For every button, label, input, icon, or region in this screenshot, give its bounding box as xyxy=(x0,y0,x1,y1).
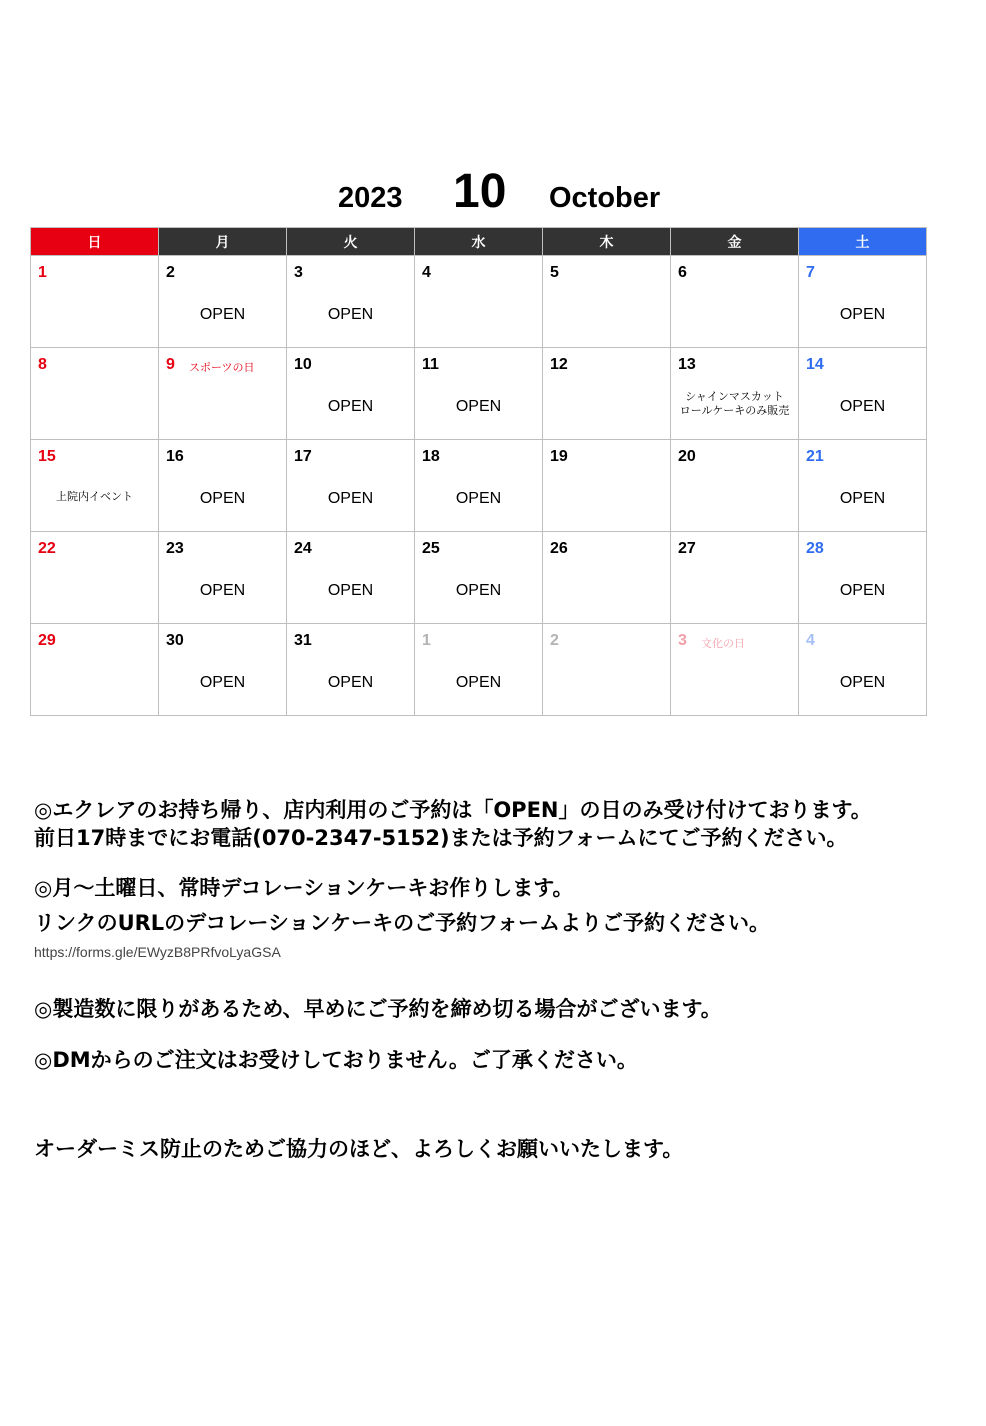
day-number: 20 xyxy=(678,448,696,465)
calendar-title xyxy=(0,160,986,230)
day-number: 27 xyxy=(678,540,696,557)
info-line: ◎製造数に限りがあるため、早めにご予約を締め切る場合がございます。 xyxy=(34,997,722,1021)
day-number: 23 xyxy=(166,540,184,557)
day-number: 25 xyxy=(422,540,440,557)
day-number: 16 xyxy=(166,448,184,465)
day-cell xyxy=(159,348,287,440)
day-number: 11 xyxy=(422,356,439,373)
day-cell xyxy=(543,440,671,532)
day-cell xyxy=(287,532,415,624)
day-cell xyxy=(415,348,543,440)
day-cell xyxy=(415,624,543,716)
day-cell xyxy=(415,440,543,532)
day-cell xyxy=(543,624,671,716)
day-cell xyxy=(799,256,927,348)
day-cell xyxy=(415,256,543,348)
day-cell xyxy=(799,624,927,716)
day-number: 17 xyxy=(294,448,312,465)
event-note: 上院内イベント xyxy=(56,490,133,503)
info-line: リンクのURLのデコレーションケーキのご予約フォームよりご予約ください。 xyxy=(34,911,771,935)
holiday-label: 文化の日 xyxy=(701,637,745,650)
day-number: 21 xyxy=(806,448,824,465)
week-row xyxy=(31,348,927,440)
open-label: OPEN xyxy=(199,490,246,507)
open-label: OPEN xyxy=(455,490,502,507)
month-number: 10 xyxy=(453,165,507,218)
open-label: OPEN xyxy=(455,674,502,691)
day-number: 28 xyxy=(806,540,824,557)
day-number: 4 xyxy=(422,264,431,281)
day-cell xyxy=(543,256,671,348)
open-label: OPEN xyxy=(839,674,886,691)
day-cell xyxy=(415,532,543,624)
day-number: 2 xyxy=(166,264,175,281)
day-number: 6 xyxy=(678,264,687,281)
open-label: OPEN xyxy=(327,674,374,691)
day-cell xyxy=(671,624,799,716)
day-cell xyxy=(671,532,799,624)
open-label: OPEN xyxy=(327,306,374,323)
day-number: 29 xyxy=(38,632,56,649)
week-row xyxy=(31,624,927,716)
day-cell xyxy=(287,256,415,348)
day-cell xyxy=(799,440,927,532)
info-line: ◎月～土曜日、常時デコレーションケーキお作りします。 xyxy=(34,876,574,900)
day-cell xyxy=(287,440,415,532)
day-number: 15 xyxy=(38,448,56,465)
day-cell xyxy=(799,532,927,624)
day-cell xyxy=(671,256,799,348)
holiday-label: スポーツの日 xyxy=(189,361,255,374)
month-name: October xyxy=(549,182,661,214)
weekday-sat: 土 xyxy=(799,228,927,256)
day-number: 26 xyxy=(550,540,568,557)
weekday-thu: 木 xyxy=(543,228,671,256)
open-label: OPEN xyxy=(839,306,886,323)
week-row xyxy=(31,440,927,532)
open-label: OPEN xyxy=(327,490,374,507)
day-cell xyxy=(159,440,287,532)
day-cell xyxy=(543,348,671,440)
day-number: 12 xyxy=(550,356,568,373)
day-number: 7 xyxy=(806,264,815,281)
open-label: OPEN xyxy=(199,674,246,691)
open-label: OPEN xyxy=(199,306,246,323)
event-note-line: シャインマスカット xyxy=(685,390,784,403)
day-cell xyxy=(671,440,799,532)
week-row xyxy=(31,532,927,624)
day-number: 3 xyxy=(678,632,687,649)
year-label: 2023 xyxy=(338,182,403,214)
day-number: 13 xyxy=(678,356,696,373)
calendar-grid xyxy=(30,227,927,716)
open-label: OPEN xyxy=(455,582,502,599)
day-cell xyxy=(799,348,927,440)
event-note-line: ロールケーキのみ販売 xyxy=(679,404,790,417)
day-number: 30 xyxy=(166,632,184,649)
weekday-sun: 日 xyxy=(31,228,159,256)
open-label: OPEN xyxy=(839,490,886,507)
day-number: 10 xyxy=(294,356,312,373)
order-form-link[interactable]: https://forms.gle/EWyzB8PRfvoLyaGSA xyxy=(34,944,281,960)
open-label: OPEN xyxy=(327,398,374,415)
day-number: 1 xyxy=(38,264,47,281)
open-label: OPEN xyxy=(327,582,374,599)
day-cell xyxy=(287,348,415,440)
event-note xyxy=(671,390,798,418)
info-line: ◎エクレアのお持ち帰り、店内利用のご予約は「OPEN」の日のみ受け付けております。 xyxy=(34,798,872,822)
weekday-header-row xyxy=(31,228,927,256)
day-number: 14 xyxy=(806,356,824,373)
day-number: 24 xyxy=(294,540,312,557)
day-cell xyxy=(671,348,799,440)
day-cell xyxy=(31,440,159,532)
info-line: オーダーミス防止のためご協力のほど、よろしくお願いいたします。 xyxy=(34,1137,684,1161)
day-cell xyxy=(31,256,159,348)
day-number: 1 xyxy=(422,632,431,649)
day-cell xyxy=(31,532,159,624)
info-line: 前日17時までにお電話(070-2347-5152)または予約フォームにてご予約ください。 xyxy=(34,826,848,850)
day-cell xyxy=(31,624,159,716)
info-line: ◎DMからのご注文はお受けしておりません。ご了承ください。 xyxy=(34,1048,638,1072)
day-number: 2 xyxy=(550,632,559,649)
day-number: 31 xyxy=(294,632,312,649)
day-number: 8 xyxy=(38,356,47,373)
day-cell xyxy=(159,256,287,348)
day-number: 22 xyxy=(38,540,56,557)
week-row xyxy=(31,256,927,348)
open-label: OPEN xyxy=(199,582,246,599)
day-number: 9 xyxy=(166,356,175,373)
open-label: OPEN xyxy=(839,398,886,415)
day-cell xyxy=(287,624,415,716)
day-number: 19 xyxy=(550,448,568,465)
day-number: 5 xyxy=(550,264,559,281)
open-label: OPEN xyxy=(839,582,886,599)
weekday-wed: 水 xyxy=(415,228,543,256)
open-label: OPEN xyxy=(455,398,502,415)
weekday-tue: 火 xyxy=(287,228,415,256)
day-cell xyxy=(543,532,671,624)
day-number: 4 xyxy=(806,632,815,649)
weekday-mon: 月 xyxy=(159,228,287,256)
day-cell xyxy=(31,348,159,440)
weekday-fri: 金 xyxy=(671,228,799,256)
day-cell xyxy=(159,624,287,716)
day-number: 3 xyxy=(294,264,303,281)
day-cell xyxy=(159,532,287,624)
day-number: 18 xyxy=(422,448,440,465)
